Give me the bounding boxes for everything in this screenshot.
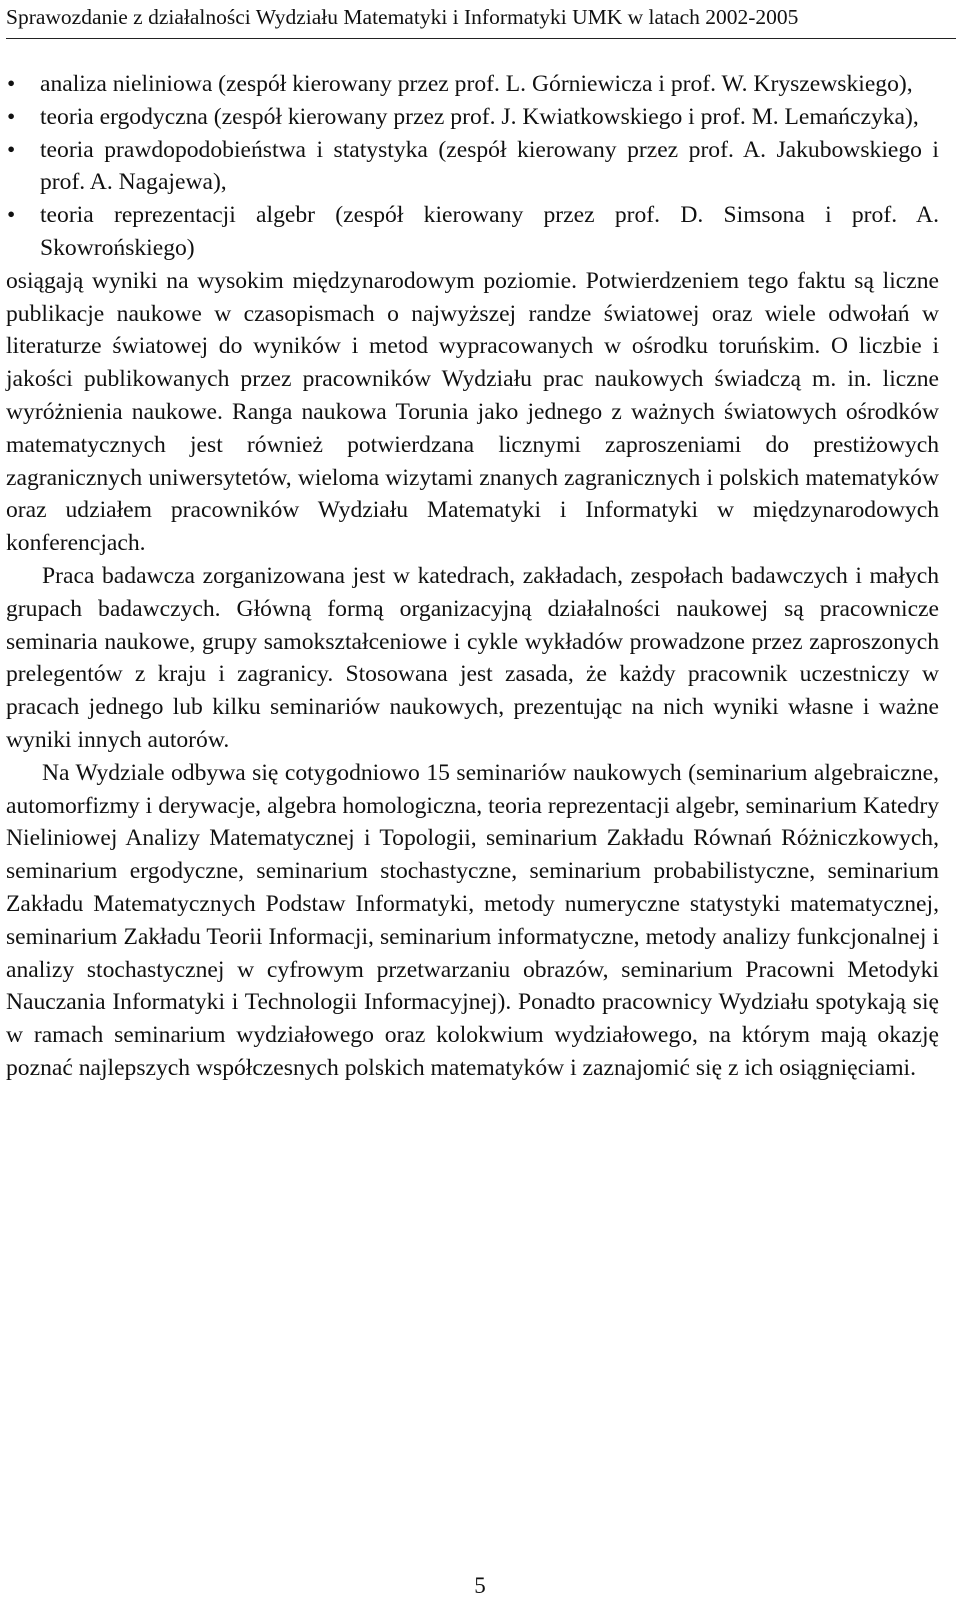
- list-item-text: analiza nieliniowa (zespół kierowany przez prof. L. Górniewicza i prof. W. Kryszewskiego),: [40, 71, 913, 97]
- list-item: [6, 199, 939, 265]
- page-body: [6, 68, 939, 1085]
- list-item: [6, 134, 939, 200]
- list-item-text: teoria ergodyczna (zespół kierowany przez prof. J. Kwiatkowskiego i prof. M. Lemańczyka),: [40, 103, 919, 130]
- bullet-icon: •: [7, 71, 16, 97]
- list-item: [6, 68, 939, 101]
- bullet-icon: •: [7, 202, 16, 229]
- bullet-icon: •: [7, 103, 16, 130]
- header-rule: [6, 38, 956, 39]
- paragraph-seminars: Na Wydziale odbywa się cotygodniowo 15 seminariów naukowych (seminarium algebraiczne, automorfizmy i derywacje, algebra homologiczna, teoria reprezentacji algebr, seminarium Katedry Nieliniowej Analizy Matematycznej i Topologii, seminarium Zakładu Równań Różniczkowych, seminarium ergodyczne, seminarium stochastyczne, seminarium probabilistyczne, seminarium Zakładu Matematycznych Podstaw Informatyki, metody numeryczne statystyki matematycznej, seminarium Zakładu Teorii Informacji, seminarium informatyczne, metody analizy funkcjonalnej i analizy stochastycznej w cyfrowym przetwarzaniu obrazów, seminarium Pracowni Metodyki Nauczania Informatyki i Technologii Informacyjnej). Ponadto pracownicy Wydziału spotykają się w ramach seminarium wydziałowego oraz kolokwium wydziałowego, na którym mają okazję poznać najlepszych współczesnych polskich matematyków i zaznajomić się z ich osiągnięciami.: [6, 759, 939, 1081]
- list-item-text: teoria reprezentacji algebr (zespół kierowany przez prof. D. Simsona i prof. A. Skowrońskiego): [40, 202, 939, 261]
- list-item-text: teoria prawdopodobieństwa i statystyka (zespół kierowany przez prof. A. Jakubowskiego i prof. A. Nagajewa),: [40, 136, 939, 196]
- paragraph-continuation: osiągają wyniki na wysokim międzynarodowym poziomie. Potwierdzeniem tego faktu są liczne publikacje naukowe w czasopismach o najwyższej randze światowej oraz wiele odwołań w literaturze światowej do wyników i metod wypracowanych w ośrodku toruńskim. O liczbie i jakości publikowanych przez pracowników Wydziału prac naukowych świadczą m. in. liczne wyróżnienia naukowe. Ranga naukowa Torunia jako jednego z ważnych światowych ośrodków matematycznych jest również potwierdzana licznymi zaproszeniami do prestiżowych zagranicznych uniwersytetów, wieloma wizytami znanych zagranicznych i polskich matematyków oraz udziałem pracowników Wydziału Matematyki i Informatyki w międzynarodowych konferencjach.: [6, 267, 939, 557]
- page-number: 5: [474, 1573, 486, 1598]
- list-item: [6, 101, 939, 134]
- bullet-icon: •: [7, 136, 16, 163]
- paragraph-research-organization: Praca badawcza zorganizowana jest w katedrach, zakładach, zespołach badawczych i małych grupach badawczych. Główną formą organizacyjną działalności naukowej są pracownicze seminaria naukowe, grupy samokształceniowe i cykle wykładów prowadzone przez zaproszonych prelegentów z kraju i zagranicy. Stosowana jest zasada, że każdy pracownik uczestniczy w pracach jednego lub kilku seminariów naukowych, prezentując na nich wyniki własne i ważne wyniki innych autorów.: [6, 562, 939, 753]
- research-areas-list: [6, 68, 939, 265]
- running-header: Sprawozdanie z działalności Wydziału Matematyki i Informatyki UMK w latach 2002-2005: [6, 5, 799, 29]
